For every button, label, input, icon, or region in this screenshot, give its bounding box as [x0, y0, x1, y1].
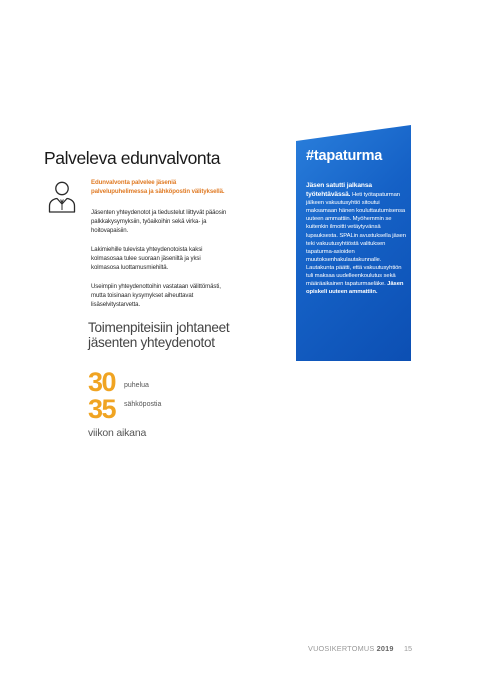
footer-year: 2019: [376, 644, 394, 653]
body-paragraph-2: Lakimiehille tulevista yhteydenotoista kaksi kolmasosaa tulee suoraan jäseniltä ja yksi kolmasosa luottamusmiehiltä.: [91, 246, 203, 272]
page-footer: [308, 644, 394, 653]
case-outro: Jäsen opiskeli uuteen ammattiin.: [306, 281, 404, 296]
case-hashtag: #tapaturma: [306, 148, 383, 164]
lead-text: Edunvalvonta palvelee jäseniä palvelupuhelimessa ja sähköpostin välityksellä.: [91, 179, 225, 196]
body-paragraph-1: Jäsenten yhteydenotot ja tiedustelut liittyvät pääosin palkkakysymyksiin, työaikoihin sekä virka- ja hoitovapaisiin.: [91, 209, 227, 235]
case-intro: Jäsen satutti jalkansa työtehtävässä.: [306, 182, 372, 198]
body-paragraph-3: Useimpiin yhteydenottoihin vastataan välittömästi, mutta toisinaan kysymykset aiheuttavat lisäselvitystarvetta.: [91, 283, 221, 309]
stats-title: Toimenpiteisiin johtaneet jäsenten yhteydenotot: [88, 320, 230, 351]
footer-label: VUOSIKERTOMUS: [308, 644, 375, 653]
case-card-text: [306, 182, 406, 296]
stat-emails-unit: sähköpostia: [124, 401, 162, 408]
person-icon: [47, 180, 77, 214]
stats-footer: viikon aikana: [88, 427, 147, 439]
stat-calls-value: 30: [88, 367, 116, 397]
stat-emails-value: 35: [88, 394, 116, 424]
case-body: Heti työtapaturman jälkeen vakuutusyhtiö sitoutui maksamaan hänen kouluttautumisensa uuteen ammattiin. Myöhemmin se kuitenkin ilmoitti vetäytyvänsä lupauksesta. SPALin avustuksella jäsen teki vakuutusyhtiöstä valituksen tapaturma-asioiden muutoksenhakulautakunnalle. Lautakunta päätti, että vakuutusyhtiön tuli maksaa uudelleenkoulutus sekä määräaikainen tapaturmaeläke.: [306, 191, 406, 288]
page-number: 15: [404, 644, 413, 653]
stat-calls-unit: puhelua: [124, 382, 149, 389]
section-title: Palveleva edunvalvonta: [44, 148, 221, 168]
